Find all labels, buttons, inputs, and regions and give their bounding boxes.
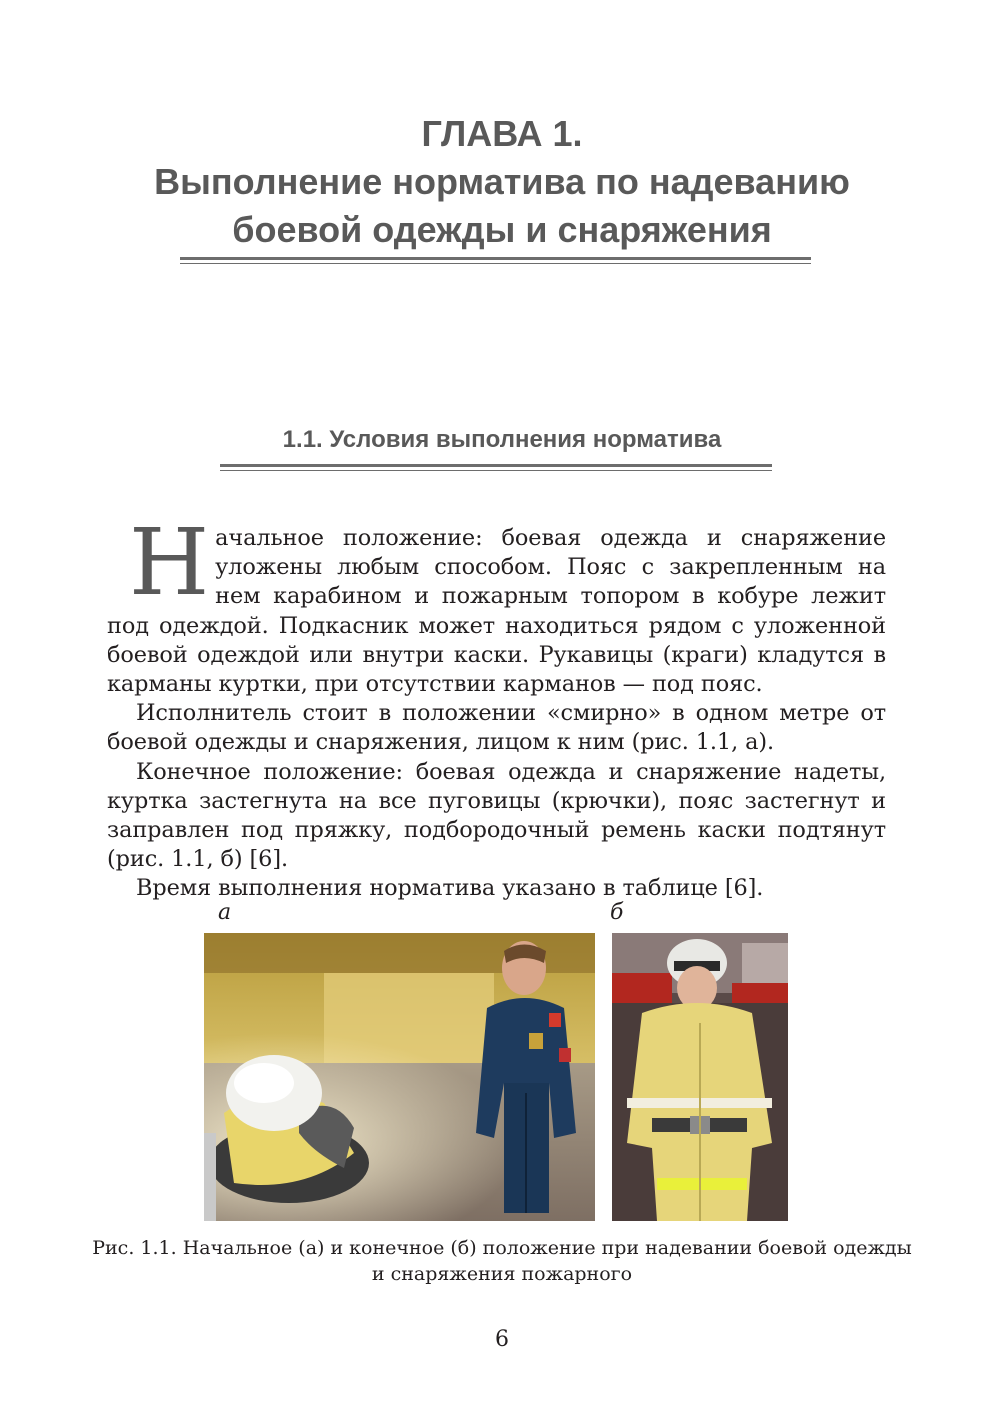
paragraph-1 xyxy=(107,509,886,699)
figure-caption-line-2: и снаряжения пожарного xyxy=(371,1263,633,1285)
chapter-title-line-1: Выполнение норматива по надеванию xyxy=(154,161,850,202)
photo-final-position xyxy=(612,933,788,1221)
chapter-underline xyxy=(180,257,811,264)
page-number: 6 xyxy=(495,1327,509,1352)
photo-initial-position-image xyxy=(204,933,595,1221)
figure-caption xyxy=(80,1235,924,1287)
chapter-number: ГЛАВА 1. xyxy=(421,113,583,154)
figure-caption-line-1: Рис. 1.1. Начальное (а) и конечное (б) положение при надевании боевой одежды xyxy=(92,1237,912,1259)
body-text xyxy=(107,509,886,904)
paragraph-1-text: ачальное положение: боевая одежда и снаряжение уложены любым способом. Пояс с закрепленным на нем карабином и пожарным топором в кобуре лежит под одеждой. Подкасник может находиться рядом с уложенной боевой одеждой или внутри каски. Рукавицы (краги) кладутся в карманы куртки, при отсутствии карманов — под пояс. xyxy=(107,525,886,698)
paragraph-4: Время выполнения норматива указано в таблице [6]. xyxy=(136,875,764,902)
figure-label-a: а xyxy=(218,900,232,925)
photo-initial-position xyxy=(204,933,595,1221)
drop-cap: Н xyxy=(129,509,210,616)
photo-final-position-image xyxy=(612,933,788,1221)
paragraph-2: Исполнитель стоит в положении «смирно» в одном метре от боевой одежды и снаряжения, лицом к ним (рис. 1.1, а). xyxy=(107,700,886,756)
chapter-title-line-2: боевой одежды и снаряжения xyxy=(232,209,772,250)
figure-label-b: б xyxy=(610,900,624,925)
section-title: 1.1. Условия выполнения норматива xyxy=(282,426,722,453)
section-underline xyxy=(220,464,772,471)
chapter-title xyxy=(0,110,1004,254)
paragraph-3: Конечное положение: боевая одежда и снаряжение надеты, куртка застегнута на все пуговицы (крючки), пояс застегнут и заправлен под пряжку, подбородочный ремень каски подтянут (рис. 1.1, б) [6]. xyxy=(107,758,886,873)
